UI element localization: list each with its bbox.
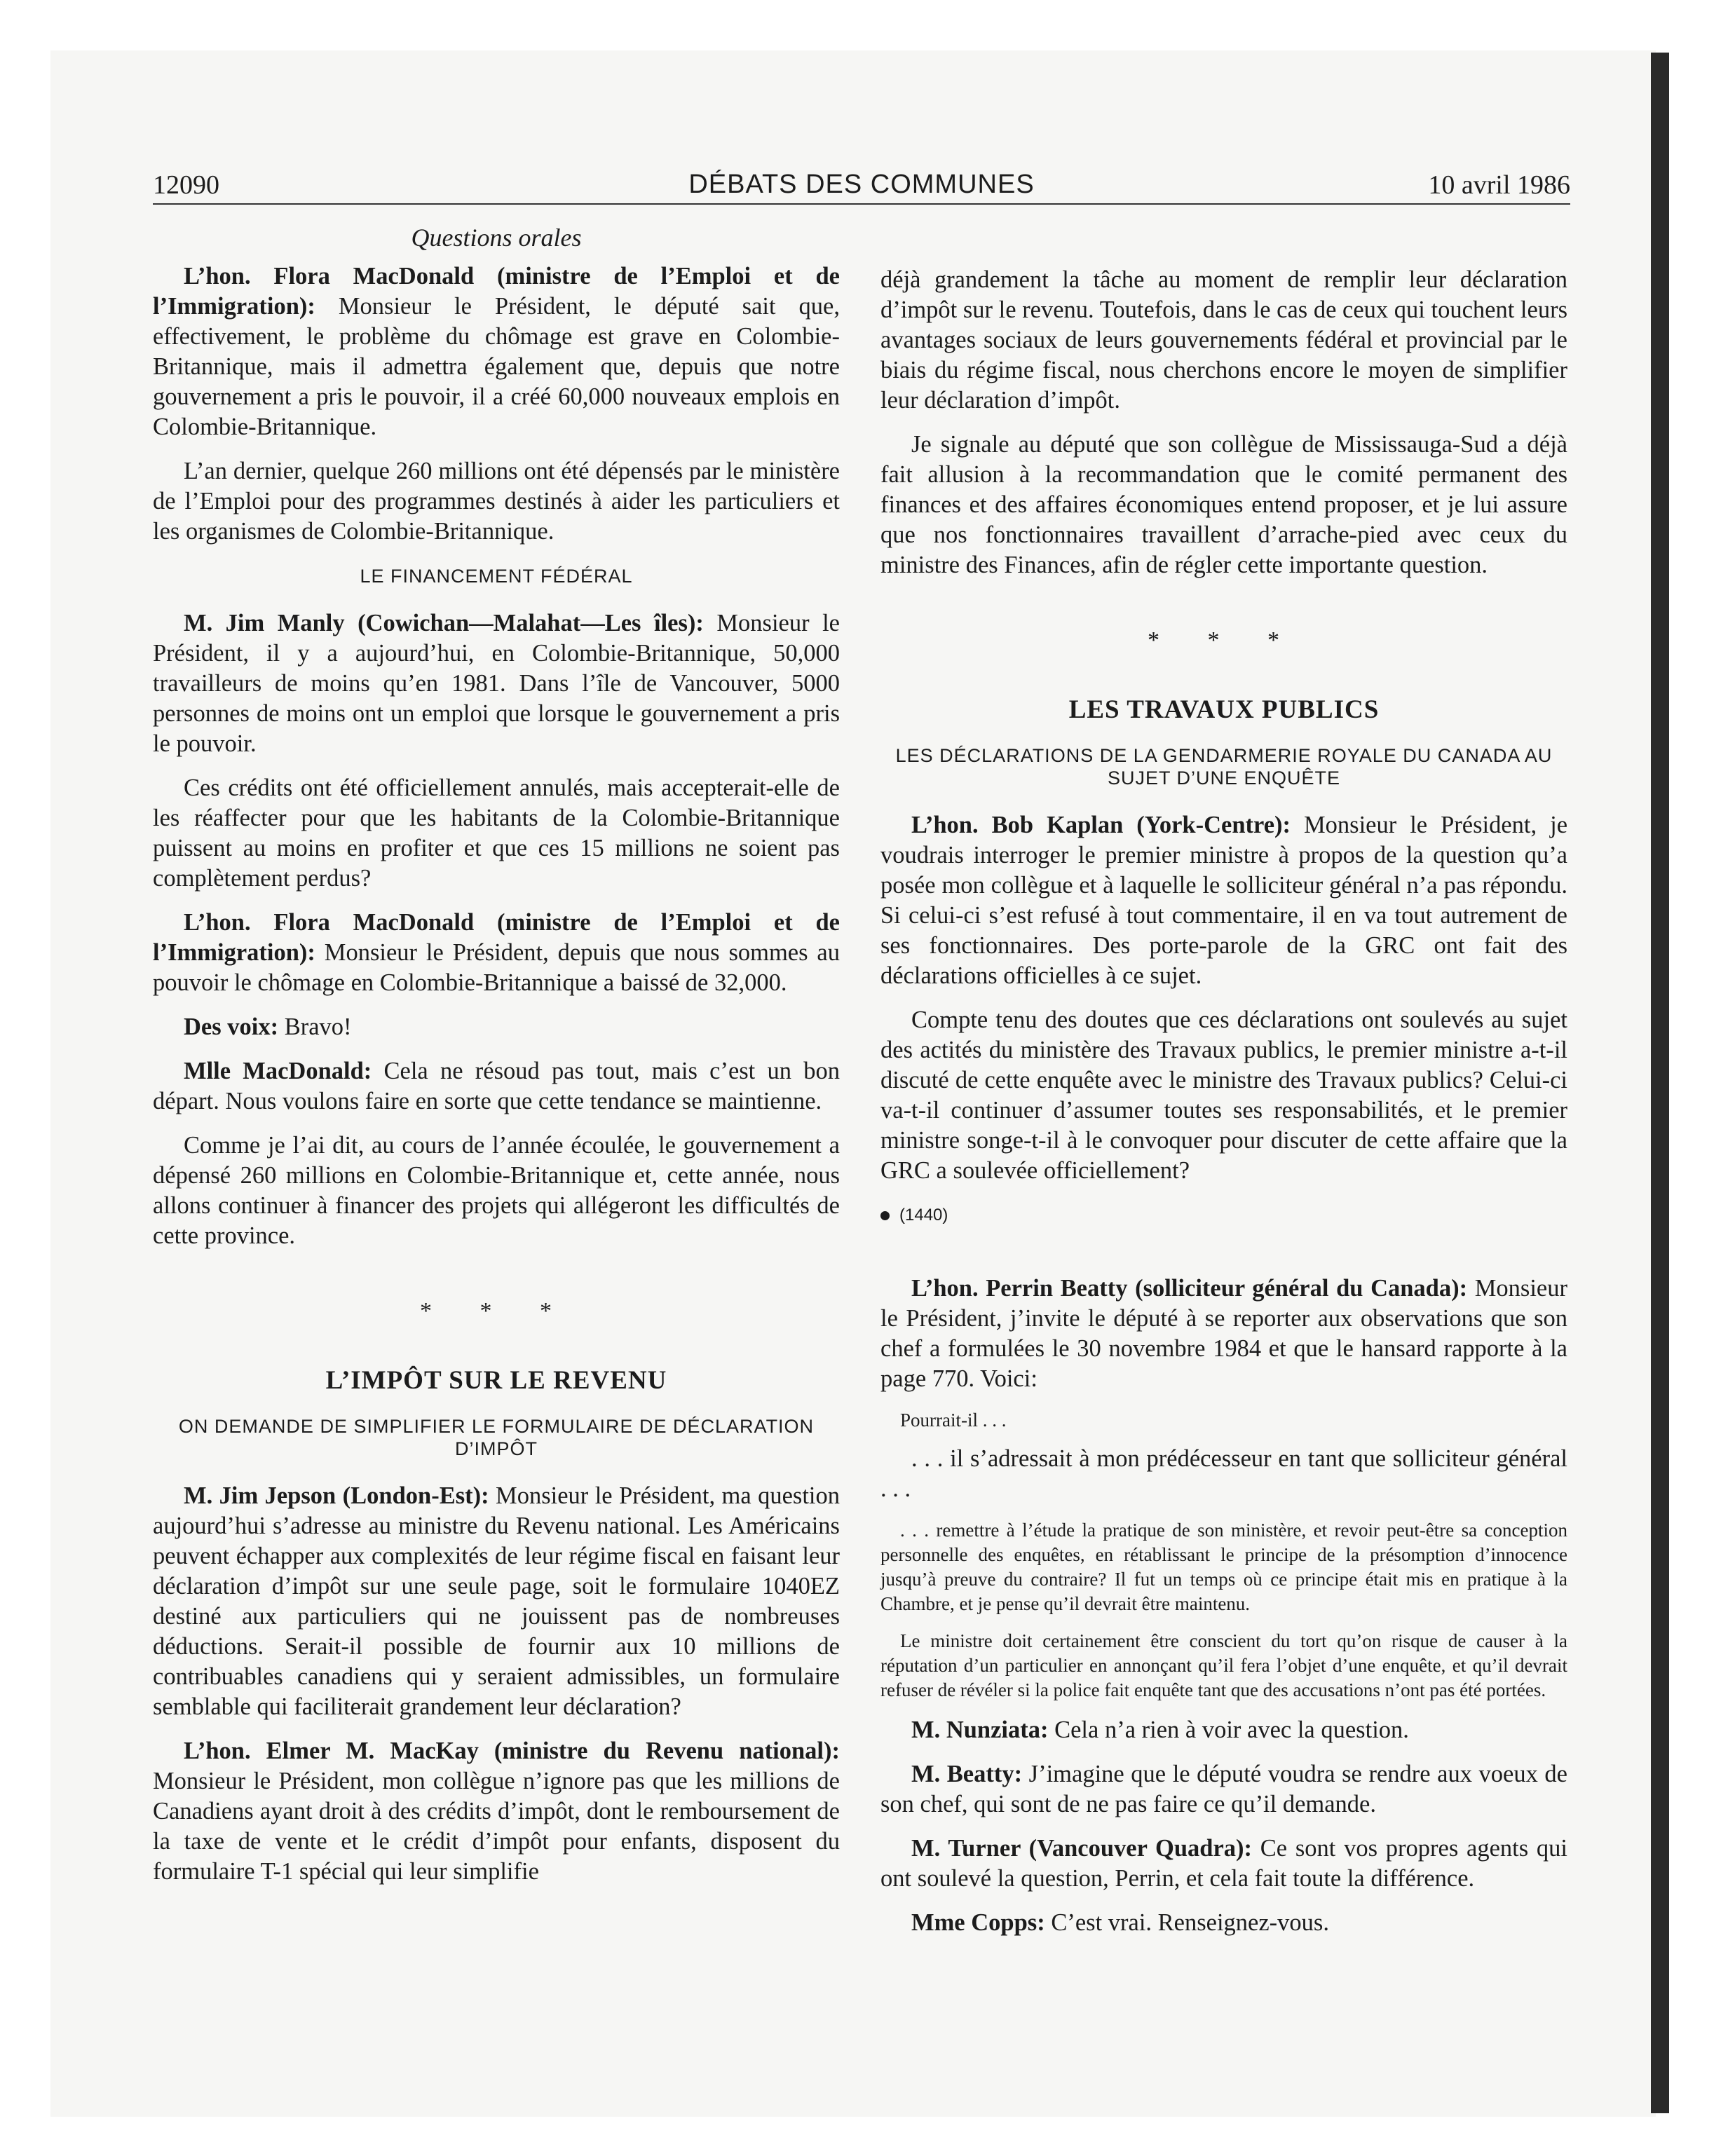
paragraph: Compte tenu des doutes que ces déclarations ont soulevés au sujet des actités du ministère des Travaux publics, le premier ministre a-t-il discuté de cette enquête avec le ministre des Travaux publics? Celui-ci va-t-il continuer d’assumer toutes ses responsabilités, et le premier ministre songe-t-il à le convoquer pour discuter de cette affaire que la GRC a soulevée officiellement? (880, 1007, 1567, 1184)
paragraph: Ces crédits ont été officiellement annulés, mais accepterait-elle de les réaffecter pour que les habitants de la Colombie-Britannique puissent au moins en profiter et que ces 15 millions ne soient pas complètement perdus? (153, 775, 840, 892)
speech-text: Monsieur le Président, mon collègue n’ignore pas que les millions de Canadiens ayant droit à des crédits d’impôt, dont le remboursement de la taxe de vente et le crédit d’impôt pour enfants, disposent du formulaire T-1 spécial qui leur simplifie (153, 1768, 840, 1885)
speech-text: Monsieur le Président, ma question aujourd’hui s’adresse au ministre du Revenu national. Les Américains peuvent échapper aux complexités de leur régime fiscal en faisant leur déclaration d’impôt sur une seule page, soit le formulaire 1040EZ destiné aux particuliers qui ne jouissent pas de nombreuses déductions. Serait-il possible de fournir aux 10 millions de contribuables canadiens qui y seraient admissibles, un formulaire semblable qui faciliterait grandement leur déclaration? (153, 1482, 840, 1720)
paragraph: Je signale au député que son collègue de Mississauga-Sud a déjà fait allusion à la recommandation que le comité permanent des finances et des affaires économiques entend proposer, et je lui assure que nos fonctionnaires travaillent d’arrache-pied avec ceux du ministre des Finances, afin de régler cette importante question. (880, 431, 1567, 578)
speech-text: Monsieur le Président, le député sait que, effectivement, le problème du chômage est grave en Colombie-Britannique, mais il admettra également que, depuis que notre gouvernement a pris le pouvoir, il a créé 60,000 nouveaux emplois en Colombie-Britannique. (153, 293, 840, 440)
speaker-name: M. Beatty: (911, 1761, 1023, 1787)
speaker-name: M. Jim Manly (Cowichan—Malahat—Les îles): (184, 610, 704, 636)
speaker-name: L’hon. Bob Kaplan (York-Centre): (911, 812, 1291, 838)
speaker-name: Des voix: (184, 1014, 279, 1040)
speech-text: Monsieur le Président, j’invite le député à se reporter aux observations que son chef a formulées le 30 novembre 1984 et que le hansard rapporte à la page 770. Voici: (880, 1275, 1567, 1392)
paragraph (153, 1012, 840, 1042)
speaker-name: M. Nunziata: (911, 1717, 1049, 1743)
speaker-name: M. Jim Jepson (London-Est): (184, 1482, 489, 1509)
section-title: Questions orales (411, 224, 582, 252)
section-heading: L’IMPÔT SUR LE REVENU (325, 1366, 667, 1395)
scan-edge-shadow (1651, 53, 1669, 2113)
issue-date: 10 avril 1986 (1428, 170, 1570, 200)
left-column (153, 223, 840, 1901)
subsection-heading: LES DÉCLARATIONS DE LA GENDARMERIE ROYALE DU CANADA AU SUJET D’UNE ENQUÊTE (895, 745, 1553, 789)
paragraph (153, 1056, 840, 1117)
subsection-heading: ON DEMANDE DE SIMPLIFIER LE FORMULAIRE DE DÉCLARATION D’IMPÔT (178, 1416, 815, 1459)
paragraph: . . . il s’adressait à mon prédécesseur en tant que solliciteur général . . . (880, 1445, 1567, 1502)
quotation: . . . remettre à l’étude la pratique de son ministère, et revoir peut-être sa conception personnelle des enquêtes, en rétablissant le principe de la présomption d’innocence jusqu’à preuve du contraire? Il fut un temps où ce principe était mis en pratique à la Chambre, et je pense qu’il devrait être maintenu. (880, 1520, 1567, 1614)
speech-text: J’imagine que le député voudra se rendre aux voeux de son chef, qui sont de ne pas faire ce qu’il demande. (880, 1761, 1567, 1817)
speaker-name: L’hon. Elmer M. MacKay (ministre du Revenu national): (184, 1738, 840, 1764)
speech-text: Cela n’a rien à voir avec la question. (1048, 1717, 1409, 1743)
speech-text: Cela ne résoud pas tout, mais c’est un bon départ. Nous voulons faire en sorte que cette tendance se maintienne. (153, 1058, 840, 1114)
quotation: Pourrait-il . . . (900, 1410, 1007, 1431)
paragraph (153, 1481, 840, 1722)
paragraph (153, 608, 840, 759)
time-marker-label: (1440) (899, 1206, 948, 1224)
speaker-name: L’hon. Flora MacDonald (ministre de l’Emploi et de l’Immigration): (153, 263, 840, 320)
speech-text: Bravo! (278, 1014, 352, 1040)
section-divider: * * * (1148, 627, 1300, 653)
speaker-name: M. Turner (Vancouver Quadra): (911, 1835, 1253, 1862)
speech-text: Monsieur le Président, depuis que nous sommes au pouvoir le chômage en Colombie-Britannique a baissé de 32,000. (153, 939, 840, 996)
paragraph: déjà grandement la tâche au moment de remplir leur déclaration d’impôt sur le revenu. Toutefois, dans le cas de ceux qui touchent leurs avantages sociaux de leurs gouvernements fédéral et provincial par le biais du régime fiscal, nous cherchons encore le moyen de simplifier leur déclaration d’impôt. (880, 266, 1567, 414)
paragraph: L’an dernier, quelque 260 millions ont été dépensés par le ministère de l’Emploi pour des programmes destinés à aider les particuliers et les organismes de Colombie-Britannique. (153, 458, 840, 545)
speaker-name: Mlle MacDonald: (184, 1058, 372, 1084)
speech-text: Monsieur le Président, je voudrais interroger le premier ministre à propos de la question qu’a posée mon collègue et à laquelle le solliciteur général n’a pas répondu. Si celui-ci s’est refusé à tout commentaire, il en va tout autrement de ses fonctionnaires. Des porte-parole de la GRC ont fait des déclarations officielles à ce sujet. (880, 812, 1568, 989)
speech-text: Ce sont vos propres agents qui ont soulevé la question, Perrin, et cela fait toute la différence. (880, 1835, 1567, 1892)
paragraph (880, 1908, 1567, 1938)
quotation: Le ministre doit certainement être conscient du tort qu’on risque de causer à la réputation d’un particulier en annonçant qu’il fera l’objet d’une enquête, et qu’il devrait refuser de révéler si la police fait enquête tant que des accusations n’ont pas été portées. (880, 1630, 1567, 1700)
subsection-heading: LE FINANCEMENT FÉDÉRAL (360, 566, 633, 587)
paragraph (880, 1834, 1567, 1894)
paragraph (880, 1715, 1567, 1745)
speaker-name: L’hon. Flora MacDonald (ministre de l’Emploi et de l’Immigration): (153, 909, 840, 966)
paragraph (153, 908, 840, 998)
paragraph (153, 261, 840, 442)
publication-title: DÉBATS DES COMMUNES (688, 170, 1035, 199)
speaker-name: L’hon. Perrin Beatty (solliciteur général du Canada): (911, 1275, 1468, 1302)
section-heading: LES TRAVAUX PUBLICS (1068, 695, 1380, 724)
speaker-name: Mme Copps: (911, 1909, 1045, 1936)
speech-text: Monsieur le Président, il y a aujourd’hui, en Colombie-Britannique, 50,000 travailleurs de moins qu’en 1981. Dans l’île de Vancouver, 5000 personnes de moins ont un emploi que lorsque le gouvernement a pris le pouvoir. (153, 610, 840, 757)
right-column (880, 265, 1567, 1952)
section-divider: * * * (420, 1298, 573, 1324)
paragraph (880, 1274, 1567, 1394)
running-header (153, 167, 1570, 205)
page-number: 12090 (153, 170, 219, 200)
time-marker (880, 1200, 1567, 1230)
paragraph (880, 810, 1567, 991)
speech-text: C’est vrai. Renseignez-vous. (1045, 1909, 1329, 1936)
paragraph: Comme je l’ai dit, au cours de l’année écoulée, le gouvernement a dépensé 260 millions en Colombie-Britannique et, cette année, nous allons continuer à financer des projets qui allégeront les difficultés de cette province. (153, 1132, 840, 1249)
paragraph (153, 1736, 840, 1887)
bullet-icon (880, 1211, 890, 1220)
paragraph (880, 1759, 1567, 1820)
